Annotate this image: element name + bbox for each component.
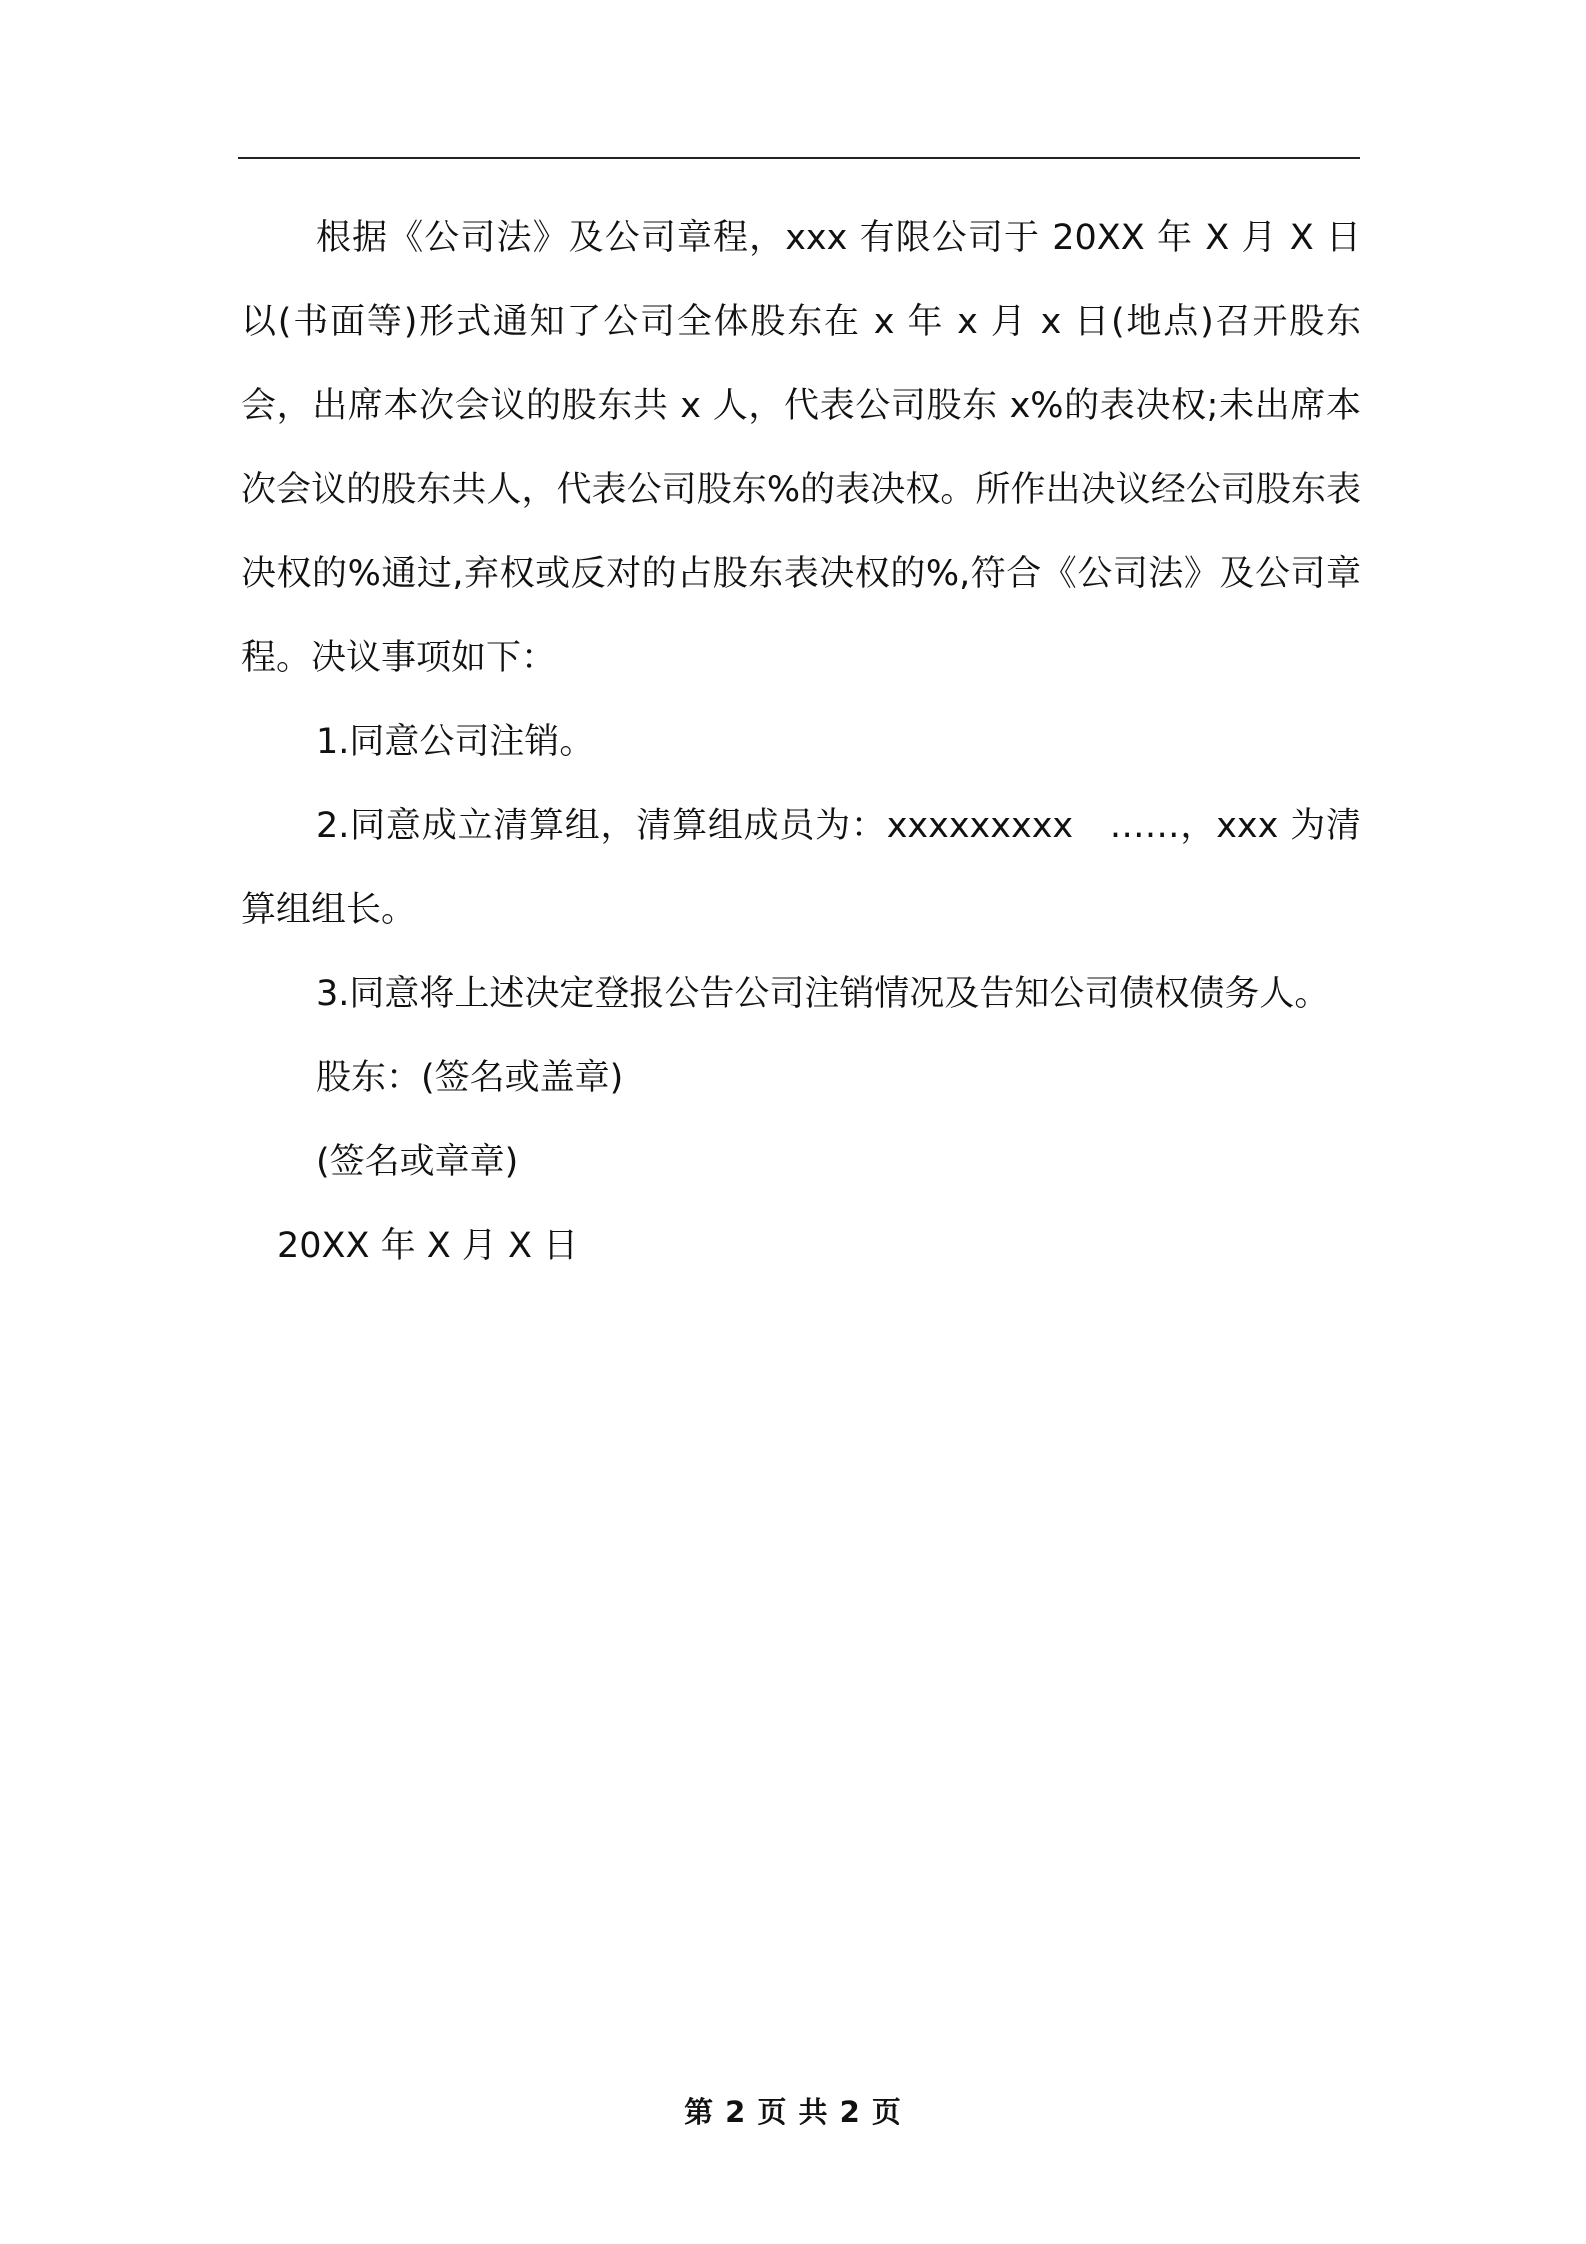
shareholder-signature-line: 股东：(签名或盖章) [316, 1058, 624, 1098]
document-body [241, 196, 1361, 1288]
document-date: 20XX 年 X 月 X 日 [277, 1226, 579, 1266]
resolution-item-1: 1.同意公司注销。 [316, 722, 595, 762]
signature-note: (签名或章章) [316, 1142, 519, 1182]
resolution-item-3: 3.同意将上述决定登报公告公司注销情况及告知公司债权债务人。 [316, 974, 1330, 1014]
header-rule [238, 157, 1360, 159]
intro-paragraph: 根据《公司法》及公司章程，xxx 有限公司于 20XX 年 X 月 X 日以(书面等)形式通知了公司全体股东在 x 年 x 月 x 日(地点)召开股东会，出席本次会议的股东共 x 人，代表公司股东 x%的表决权;未出席本次会议的股东共人，代表公司股东%的表决权。所作出决议经公司股东表决权的%通过,弃权或反对的占股东表决权的%,符合《公司法》及公司章程。决议事项如下： [241, 218, 1361, 678]
page-number-footer: 第 2 页 共 2 页 [684, 2095, 902, 2129]
resolution-item-2: 2.同意成立清算组，清算组成员为：xxxxxxxxx ……，xxx 为清算组组长。 [241, 806, 1361, 930]
